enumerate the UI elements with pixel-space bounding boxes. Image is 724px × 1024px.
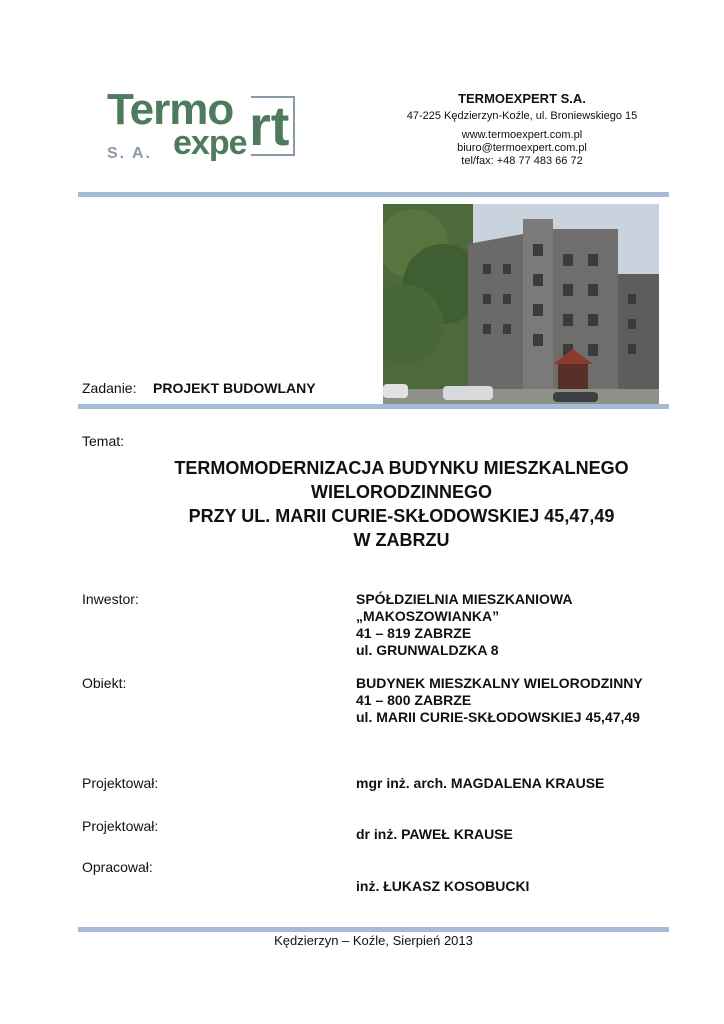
- subject-label: Temat:: [82, 433, 125, 449]
- company-info: [380, 91, 664, 168]
- author-name: inż. ŁUKASZ KOSOBUCKI: [356, 878, 530, 894]
- company-website[interactable]: www.termoexpert.com.pl: [461, 129, 583, 141]
- project-title-line: W ZABRZU: [353, 530, 450, 550]
- company-name: TERMOEXPERT S.A.: [458, 91, 586, 106]
- object-label: Obiekt:: [82, 675, 127, 691]
- logo-text-rt: rt: [249, 94, 290, 157]
- object-line: 41 – 800 ZABRZE: [356, 692, 472, 708]
- designer2-label: Projektował:: [82, 818, 159, 834]
- divider-middle: [78, 404, 669, 409]
- investor-label: Inwestor:: [82, 591, 139, 607]
- object-details: [356, 675, 643, 726]
- logo-text-sa: S. A.: [107, 145, 152, 162]
- investor-details: [356, 591, 572, 659]
- building-photo: [383, 204, 659, 404]
- author-label: Opracował:: [82, 859, 153, 875]
- investor-line: ul. GRUNWALDZKA 8: [356, 642, 499, 658]
- task-value: PROJEKT BUDOWLANY: [153, 380, 316, 396]
- investor-line: 41 – 819 ZABRZE: [356, 625, 472, 641]
- company-address: 47-225 Kędzierzyn-Koźle, ul. Broniewskiego 15: [406, 110, 638, 122]
- project-title-line: TERMOMODERNIZACJA BUDYNKU MIESZKALNEGO: [174, 458, 629, 478]
- company-logo: [103, 86, 303, 166]
- logo-text-termo: Termo: [107, 85, 234, 134]
- designer1-name: mgr inż. arch. MAGDALENA KRAUSE: [356, 775, 605, 791]
- project-title-line: WIELORODZINNEGO: [311, 482, 492, 502]
- designer2-name: dr inż. PAWEŁ KRAUSE: [356, 826, 513, 842]
- investor-line: „MAKOSZOWIANKA”: [356, 608, 500, 624]
- project-title-line: PRZY UL. MARII CURIE-SKŁODOWSKIEJ 45,47,49: [188, 506, 615, 526]
- object-line: BUDYNEK MIESZKALNY WIELORODZINNY: [356, 675, 643, 691]
- investor-line: SPÓŁDZIELNIA MIESZKANIOWA: [356, 591, 573, 607]
- footer-place-date: Kędzierzyn – Koźle, Sierpień 2013: [274, 933, 473, 948]
- designer1-label: Projektował:: [82, 775, 159, 791]
- object-line: ul. MARII CURIE-SKŁODOWSKIEJ 45,47,49: [356, 709, 640, 725]
- divider-bottom: [78, 927, 669, 932]
- project-title: [80, 456, 723, 552]
- logo-frame: [251, 96, 295, 156]
- company-email[interactable]: biuro@termoexpert.com.pl: [457, 142, 587, 154]
- company-phone: tel/fax: +48 77 483 66 72: [461, 155, 583, 167]
- task-label: Zadanie:: [82, 380, 137, 396]
- divider-top: [78, 192, 669, 197]
- logo-text-expe: expe: [173, 124, 247, 162]
